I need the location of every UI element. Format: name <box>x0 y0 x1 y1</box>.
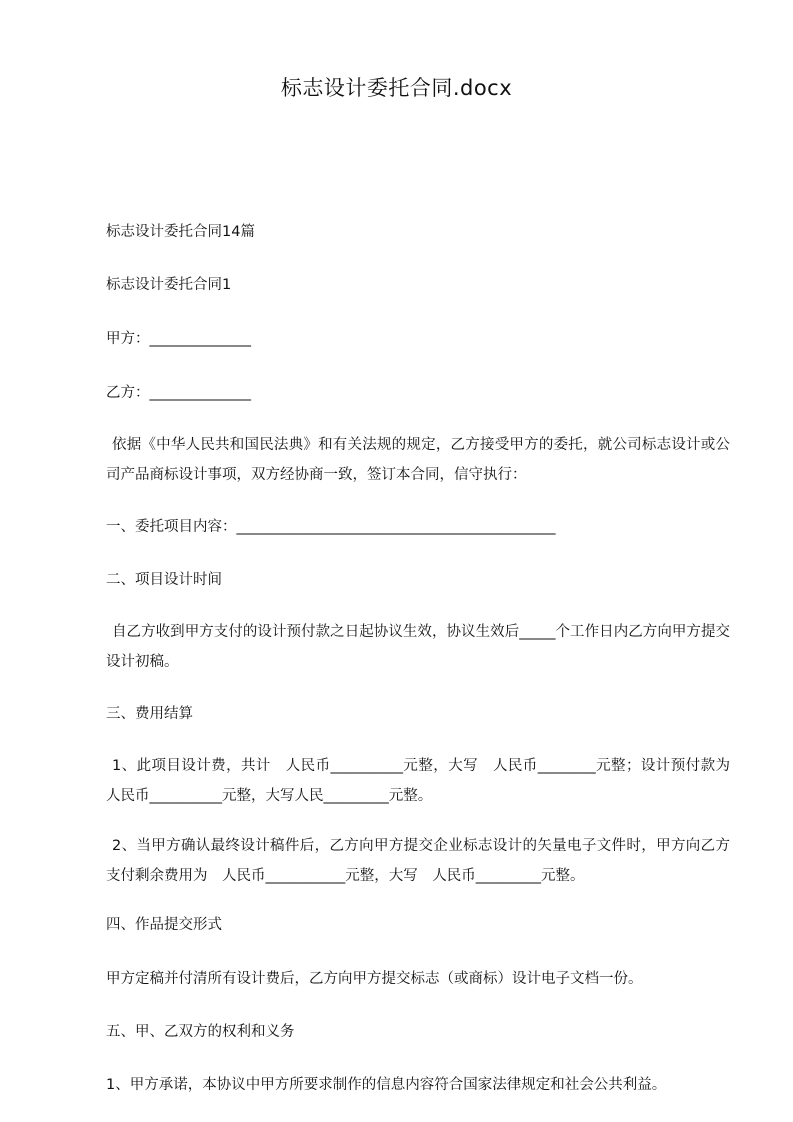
intro-paragraph: 依据《中华人民共和国民法典》和有关法规的规定，乙方接受甲方的委托，就公司标志设计或公司产品商标设计事项，双方经协商一致，签订本合同，信守执行： <box>106 437 730 483</box>
section-2-heading: 二、项目设计时间 <box>106 572 222 588</box>
heading-contract: 标志设计委托合同1 <box>106 277 232 293</box>
heading-collection: 标志设计委托合同14篇 <box>106 224 255 240</box>
party-b-line: 乙方：______________ <box>106 385 251 401</box>
section-3-heading: 三、费用结算 <box>106 706 193 722</box>
section-5-heading: 五、甲、乙双方的权利和义务 <box>106 1024 295 1040</box>
document-title: 标志设计委托合同.docx <box>280 76 513 100</box>
section-2-paragraph: 自乙方收到甲方支付的设计预付款之日起协议生效，协议生效后_____个工作日内乙方向甲方提交设计初稿。 <box>106 624 730 670</box>
party-a-line: 甲方：______________ <box>106 331 251 347</box>
section-3-item-1: 1、此项目设计费，共计 人民币__________元整，大写 人民币________元整；设计预付款为 人民币__________元整，大写人民_________元整。 <box>106 758 745 804</box>
section-3-item-2: 2、当甲方确认最终设计稿件后，乙方向甲方提交企业标志设计的矢量电子文件时，甲方向乙方支付剩余费用为 人民币___________元整，大写 人民币_________元整。 <box>106 838 730 884</box>
section-4-heading: 四、作品提交形式 <box>106 917 222 933</box>
section-1-heading: 一、委托项目内容：____________________________________________ <box>106 519 556 535</box>
section-5-item-1: 1、甲方承诺，本协议中甲方所要求制作的信息内容符合国家法律规定和社会公共利益。 <box>106 1077 667 1093</box>
section-4-paragraph: 甲方定稿并付清所有设计费后，乙方向甲方提交标志（或商标）设计电子文档一份。 <box>106 971 643 987</box>
